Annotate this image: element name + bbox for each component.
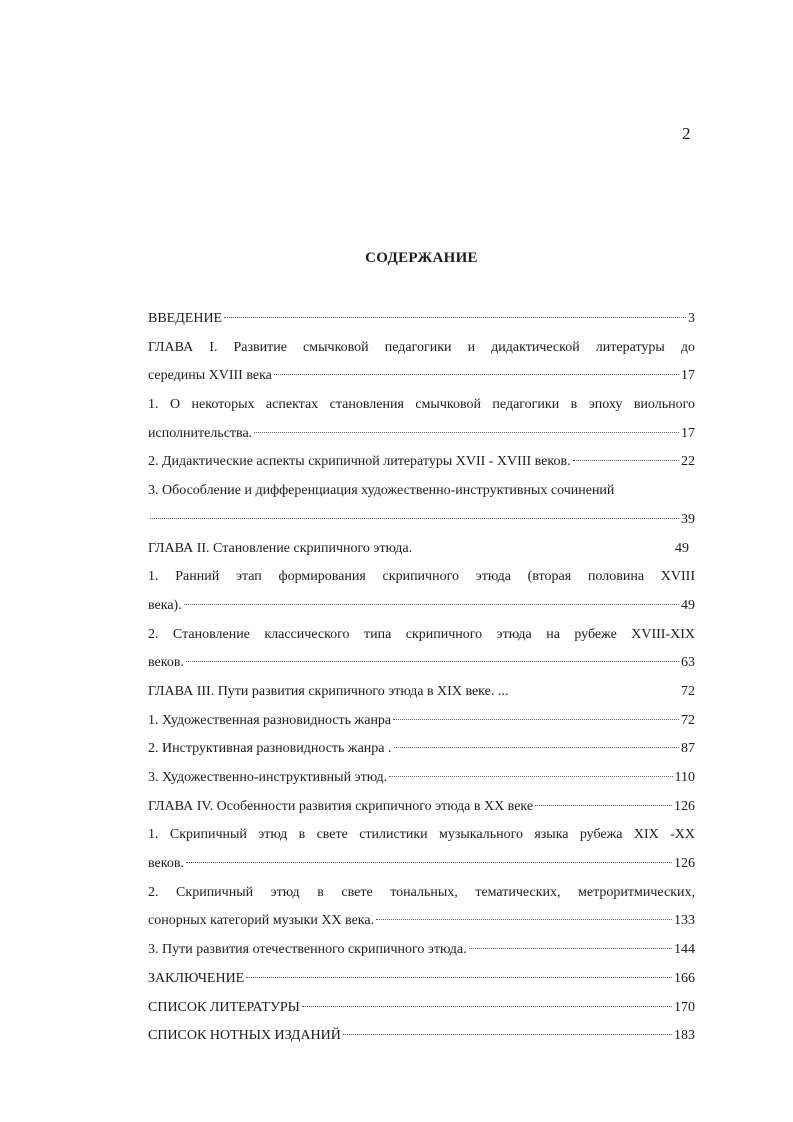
page-ref: 49 [675,540,689,556]
toc-entry-1-2[interactable]: 2. Дидактические аспекты скрипичной литературы XVII - XVIII веков. 22 [148,448,695,477]
toc-entry-1-1-cont[interactable]: исполнительства. 17 [148,420,695,449]
page-ref: 72 [681,683,695,699]
dot-leader [389,776,672,777]
toc-entry-4-1-cont[interactable]: веков. 126 [148,850,695,879]
toc-entry-4-3[interactable]: 3. Пути развития отечественного скрипичного этюда. 144 [148,936,695,965]
dot-leader [393,719,679,720]
toc-entry-chapter-4[interactable]: ГЛАВА IV. Особенности развития скрипичного этюда в XX веке 126 [148,793,695,822]
toc-entry-conclusion[interactable]: ЗАКЛЮЧЕНИЕ 166 [148,965,695,994]
page-ref: 72 [681,712,695,728]
page-ref: 17 [681,368,695,384]
page-ref: 126 [674,856,695,872]
page-ref: 3 [688,311,695,326]
toc-entry-2-2-cont[interactable]: веков. 63 [148,649,695,678]
dot-leader [186,661,679,662]
dot-leader [186,862,672,863]
toc-title: СОДЕРЖАНИЕ [365,250,478,266]
toc-entry-3-3[interactable]: 3. Художественно-инструктивный этюд. 110 [148,764,695,793]
toc-entry-2-1-cont[interactable]: века). 49 [148,592,695,621]
page-ref: 49 [681,597,695,613]
toc-entry-1-1[interactable]: 1. О некоторых аспектах становления смычковой педагогики в эпоху виольного [148,397,695,413]
toc-entry-chapter-3[interactable]: ГЛАВА III. Пути развития скрипичного этюда в XIX веке. ... 72 [148,678,695,707]
page-ref: 110 [674,770,695,785]
toc-entry-4-1[interactable]: 1. Скрипичный этюд в свете стилистики музыкального языка рубежа XIX -XX [148,827,695,843]
page-ref: 39 [681,511,695,527]
dot-leader [535,805,672,806]
toc-entry-chapter-1-cont[interactable]: середины XVIII века 17 [148,362,695,391]
toc-entry-1-3-cont[interactable] [148,506,695,535]
toc-entry-3-2[interactable]: 2. Инструктивная разновидность жанра . 87 [148,735,695,764]
page-ref: 126 [674,798,695,814]
page-ref: 87 [681,741,695,757]
dot-leader [376,919,672,920]
dot-leader [150,518,679,519]
toc-entry-literature[interactable]: СПИСОК ЛИТЕРАТУРЫ 170 [148,994,695,1023]
toc-entry-2-2[interactable]: 2. Становление классического типа скрипичного этюда на рубеже XVIII-XIX [148,626,695,642]
page-ref: 183 [674,1028,695,1044]
toc-entry-sheet-music[interactable]: СПИСОК НОТНЫХ ИЗДАНИЙ 183 [148,1022,695,1051]
dot-leader [184,604,679,605]
dot-leader [573,460,679,461]
dot-leader [246,977,672,978]
table-of-contents [148,305,695,1051]
toc-entry-1-3[interactable]: 3. Обособление и дифференциация художественно-инструктивных сочинений [148,483,615,499]
dot-leader [469,948,672,949]
dot-leader [343,1034,672,1035]
page-ref: 133 [674,913,695,929]
toc-entry-4-2[interactable]: 2. Скрипичный этюд в свете тональных, тематических, метроритмических, [148,884,695,900]
page-number: 2 [682,124,691,143]
dot-leader [302,1006,672,1007]
dot-leader [274,374,679,375]
dot-leader [254,432,679,433]
toc-entry-chapter-1[interactable]: ГЛАВА I. Развитие смычковой педагогики и дидактической литературы до [148,339,695,355]
toc-entry-intro[interactable]: ВВЕДЕНИЕ 3 [148,305,695,334]
page-ref: 17 [681,425,695,441]
page-ref: 22 [681,454,695,470]
toc-entry-chapter-2[interactable]: ГЛАВА II. Становление скрипичного этюда. 49 [148,535,695,564]
dot-leader [224,317,686,318]
page-ref: 63 [681,655,695,671]
page-ref: 144 [674,942,695,958]
toc-entry-4-2-cont[interactable]: сонорных категорий музыки XX века. 133 [148,907,695,936]
dot-leader [394,747,679,748]
page-ref: 170 [674,999,695,1015]
toc-entry-2-1[interactable]: 1. Ранний этап формирования скрипичного этюда (вторая половина XVIII [148,569,695,585]
page-ref: 166 [674,970,695,986]
toc-entry-3-1[interactable]: 1. Художественная разновидность жанра 72 [148,707,695,736]
